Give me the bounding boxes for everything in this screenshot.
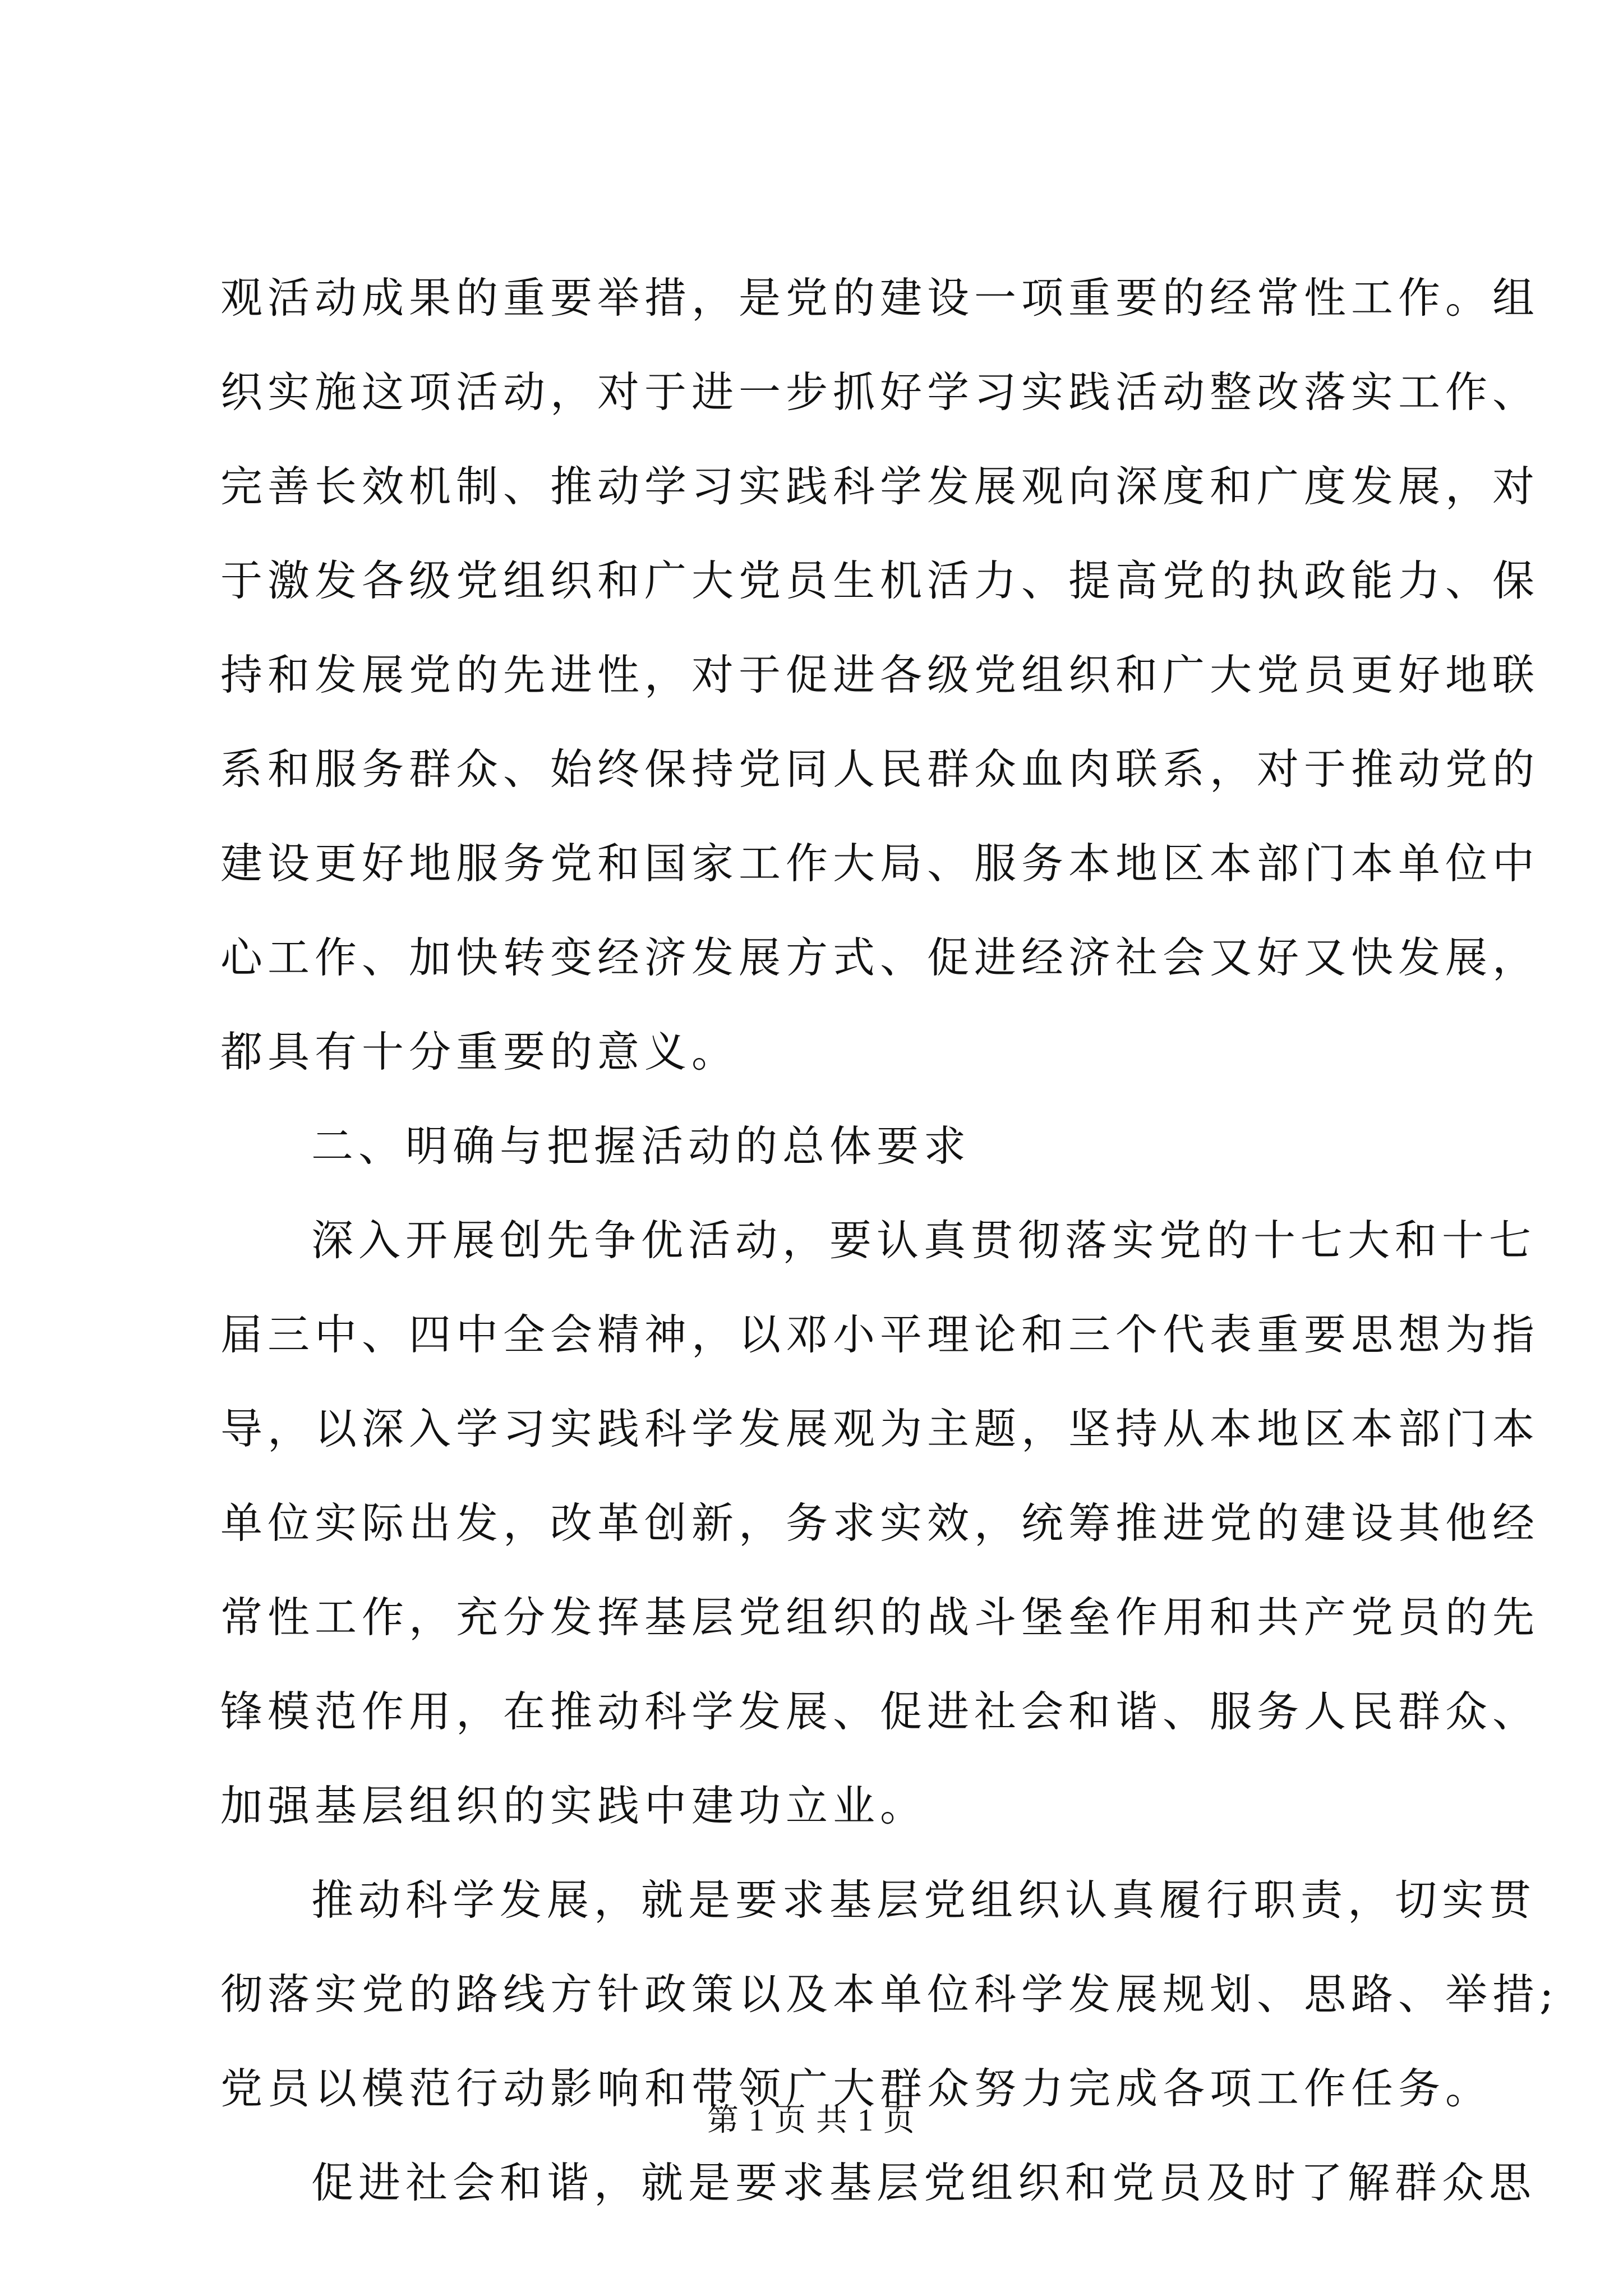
body-line: 加强基层组织的实践中建功立业。 <box>220 1781 928 1830</box>
body-line: 系和服务群众、始终保持党同人民群众血肉联系，对于推动党的 <box>220 744 1540 794</box>
body-line: 单位实际出发，改革创新，务求实效，统筹推进党的建设其他经 <box>220 1498 1540 1548</box>
body-line: 锋模范作用，在推动科学发展、促进社会和谐、服务人民群众、 <box>220 1687 1540 1736</box>
document-body <box>220 251 1559 2230</box>
section-heading: 二、明确与把握活动的总体要求 <box>311 1121 971 1171</box>
body-line: 导，以深入学习实践科学发展观为主题，坚持从本地区本部门本 <box>220 1404 1540 1453</box>
body-line: 织实施这项活动，对于进一步抓好学习实践活动整改落实工作、 <box>220 367 1540 417</box>
body-line: 于激发各级党组织和广大党员生机活力、提高党的执政能力、保 <box>220 556 1540 605</box>
body-line: 都具有十分重要的意义。 <box>220 1027 739 1076</box>
body-line: 心工作、加快转变经济发展方式、促进经济社会又好又快发展， <box>220 933 1540 982</box>
body-line: 观活动成果的重要举措，是党的建设一项重要的经常性工作。组 <box>220 273 1540 323</box>
body-line: 常性工作，充分发挥基层党组织的战斗堡垒作用和共产党员的先 <box>220 1593 1540 1642</box>
body-line: 持和发展党的先进性，对于促进各级党组织和广大党员更好地联 <box>220 650 1540 700</box>
body-line: 届三中、四中全会精神，以邓小平理论和三个代表重要思想为指 <box>220 1310 1540 1359</box>
body-line: 推动科学发展，就是要求基层党组织认真履行职责，切实贯 <box>311 1875 1537 1925</box>
body-line: 建设更好地服务党和国家工作大局、服务本地区本部门本单位中 <box>220 839 1540 888</box>
body-line: 党员以模范行动影响和带领广大群众努力完成各项工作任务。 <box>220 2064 1493 2113</box>
body-line: 深入开展创先争优活动，要认真贯彻落实党的十七大和十七 <box>311 1216 1537 1265</box>
page-footer: 第 1 页 共 1 页 <box>707 2103 916 2138</box>
body-line: 促进社会和谐，就是要求基层党组织和党员及时了解群众思 <box>311 2158 1537 2207</box>
body-line: 彻落实党的路线方针政策以及本单位科学发展规划、思路、举措; <box>220 1970 1559 2019</box>
body-line: 完善长效机制、推动学习实践科学发展观向深度和广度发展，对 <box>220 462 1540 511</box>
